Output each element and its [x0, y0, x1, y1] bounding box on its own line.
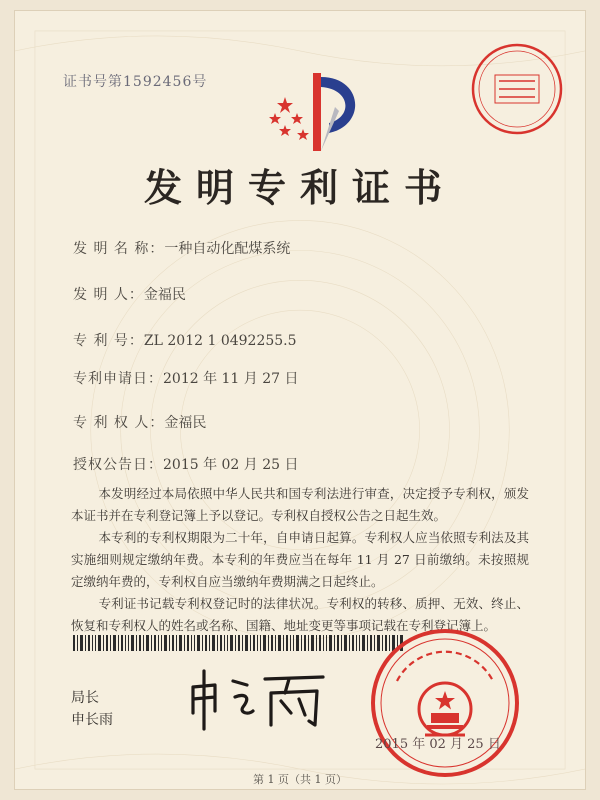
- certificate-body: [71, 483, 529, 637]
- patentee-field: [73, 412, 206, 432]
- field-value: 金福民: [143, 287, 186, 303]
- field-value: 金福民: [164, 415, 207, 431]
- handwritten-signature: [185, 663, 335, 735]
- small-red-seal: [469, 41, 565, 137]
- barcode: [73, 635, 403, 651]
- application-date-field: [73, 368, 299, 388]
- field-value: 2015 年 02 月 25 日: [163, 457, 299, 473]
- invention-name-field: [73, 238, 290, 258]
- star-icon: [269, 97, 309, 140]
- body-paragraph: 本专利的专利权期限为二十年，自申请日起算。专利权人应当依照专利法及其实施细则规定缴纳年费。本专利的年费应当在每年 11 月 27 日前缴纳。未按照规定缴纳年费的，专利权自应当缴纳年费期满之日起终止。: [71, 530, 529, 589]
- field-label: 专 利 权 人：: [73, 415, 165, 431]
- field-label: 发 明 人：: [73, 287, 144, 303]
- body-paragraph: 专利证书记载专利权登记时的法律状况。专利权的转移、质押、无效、终止、恢复和专利权人的姓名或名称、国籍、地址变更等事项记载在专利登记簿上。: [71, 596, 529, 633]
- field-value: 一种自动化配煤系统: [164, 241, 291, 257]
- director-title: 局长: [71, 690, 99, 706]
- certificate-number: 证书号第1592456号: [63, 74, 208, 90]
- patent-office-logo: [263, 67, 383, 157]
- field-label: 专 利 号：: [73, 333, 144, 349]
- certificate-sheet: [14, 10, 586, 790]
- field-value: 2012 年 11 月 27 日: [163, 371, 299, 387]
- field-label: 专利申请日：: [73, 371, 163, 387]
- patent-number-field: [73, 330, 297, 350]
- inventor-field: [73, 284, 186, 304]
- director-name: 申长雨: [71, 712, 113, 728]
- certificate-title: 发明专利证书: [143, 165, 456, 210]
- grant-date-field: [73, 454, 299, 474]
- body-paragraph: 本发明经过本局依照中华人民共和国专利法进行审查，决定授予专利权，颁发本证书并在专利登记簿上予以登记。专利权自授权公告之日起生效。: [71, 486, 529, 523]
- field-label: 发 明 名 称：: [73, 241, 165, 257]
- national-ip-office-seal: [369, 627, 521, 779]
- field-value: ZL 2012 1 0492255.5: [143, 333, 297, 349]
- seal-date: 2015 年 02 月 25 日: [375, 737, 501, 752]
- national-emblem-icon: [419, 683, 471, 735]
- page-number: 第 1 页（共 1 页）: [253, 773, 347, 786]
- field-label: 授权公告日：: [73, 457, 163, 473]
